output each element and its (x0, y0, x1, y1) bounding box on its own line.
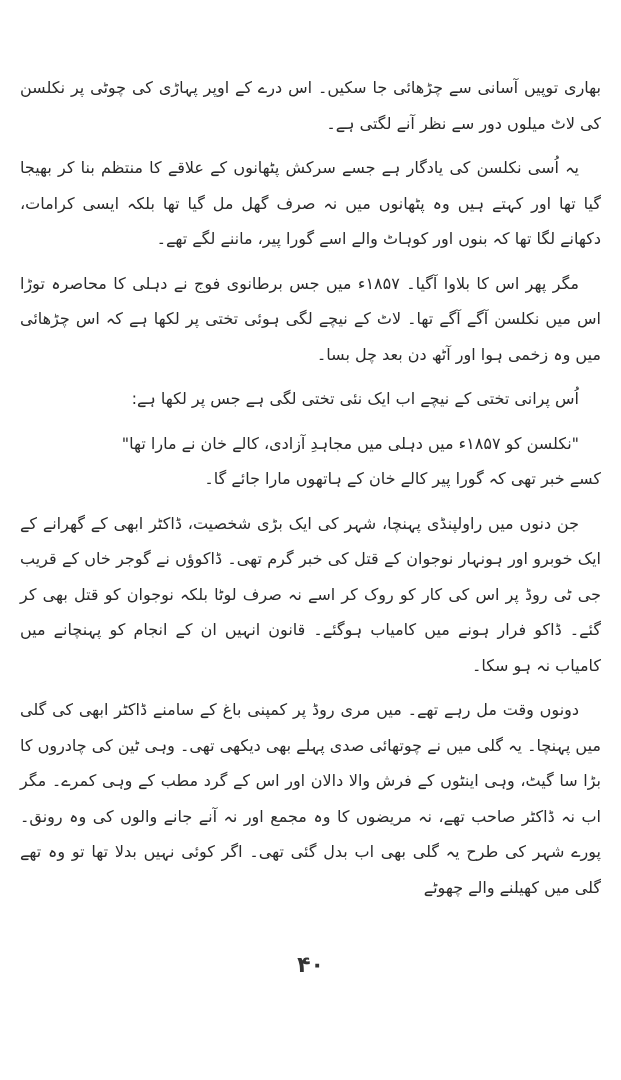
page-body (20, 70, 601, 905)
paragraph-2: یہ اُسی نکلسن کی یادگار ہے جسے سرکش پٹھانوں کے علاقے کا منتظم بنا کر بھیجا گیا تھا اور کہتے ہیں وہ پٹھانوں میں نہ صرف گھل مل گیا تھا بلکہ ایسی کرامات، دکھانے لگا تھا کہ بنوں اور کوہاٹ والے اسے گورا پیر، ماننے لگے تھے۔ (20, 158, 601, 248)
paragraph-3: مگر پھر اس کا بلاوا آگیا۔ ۱۸۵۷ء میں جس برطانوی فوج نے دہلی کا محاصرہ توڑا اس میں نکلسن آگے آگے تھا۔ لاٹ کے نیچے لگی ہوئی تختی پر لکھا ہے کہ اس چڑھائی میں وہ زخمی ہوا اور آٹھ دن بعد چل بسا۔ (20, 273, 601, 364)
paragraph-1: بھاری توپیں آسانی سے چڑھائی جا سکیں۔ اس درے کے اوپر پہاڑی کی چوٹی پر نکلسن کی لاٹ میلوں دور سے نظر آنے لگتی ہے۔ (20, 78, 601, 133)
paragraph-6: جن دنوں میں راولپنڈی پہنچا، شہر کی ایک بڑی شخصیت، ڈاکٹر ابھی کے گھرانے کے ایک خوبرو اور ہونہار نوجوان کے قتل کی خبر گرم تھی۔ ڈاکوؤں نے گوجر خاں کے قریب جی ٹی روڈ پر اس کی کار کو روک کر اسے نہ صرف لوٹا بلکہ نوجوان کو قتل بھی کر گئے۔ ڈاکو فرار ہونے میں کامیاب ہوگئے۔ قانون انہیں ان کے انجام کو پہنچانے میں کامیاب نہ ہو سکا۔ (20, 513, 601, 675)
quoted-inscription: "نکلسن کو ۱۸۵۷ء میں دہلی میں مجاہدِ آزادی، کالے خان نے مارا تھا" (121, 433, 579, 453)
paragraph-4: اُس پرانی تختی کے نیچے اب ایک نئی تختی لگی ہے جس پر لکھا ہے: (131, 389, 579, 408)
paragraph-7: دونوں وقت مل رہے تھے۔ میں مری روڈ پر کمپنی باغ کے سامنے ڈاکٹر ابھی کی گلی میں پہنچا۔ یہ گلی میں نے چوتھائی صدی پہلے بھی دیکھی تھی۔ وہی ٹین کی چادروں کا بڑا سا گیٹ، وہی اینٹوں کے فرش والا دالان اور اس کے گرد مطب کے وہی کمرے۔ مگر اب نہ ڈاکٹر صاحب تھے، نہ مریضوں کا وہ مجمع اور نہ آنے جانے والوں کی وہ رونق۔ پورے شہر کی طرح یہ گلی بھی اب بدل گئی تھی۔ اگر کوئی نہیں بدلا تھا تو وہ تھے گلی میں کھیلنے والے چھوٹے (20, 700, 601, 897)
paragraph-5: کسے خبر تھی کہ گورا پیر کالے خان کے ہاتھوں مارا جائے گا۔ (204, 469, 601, 488)
page-number: ۴۰ (297, 953, 324, 978)
